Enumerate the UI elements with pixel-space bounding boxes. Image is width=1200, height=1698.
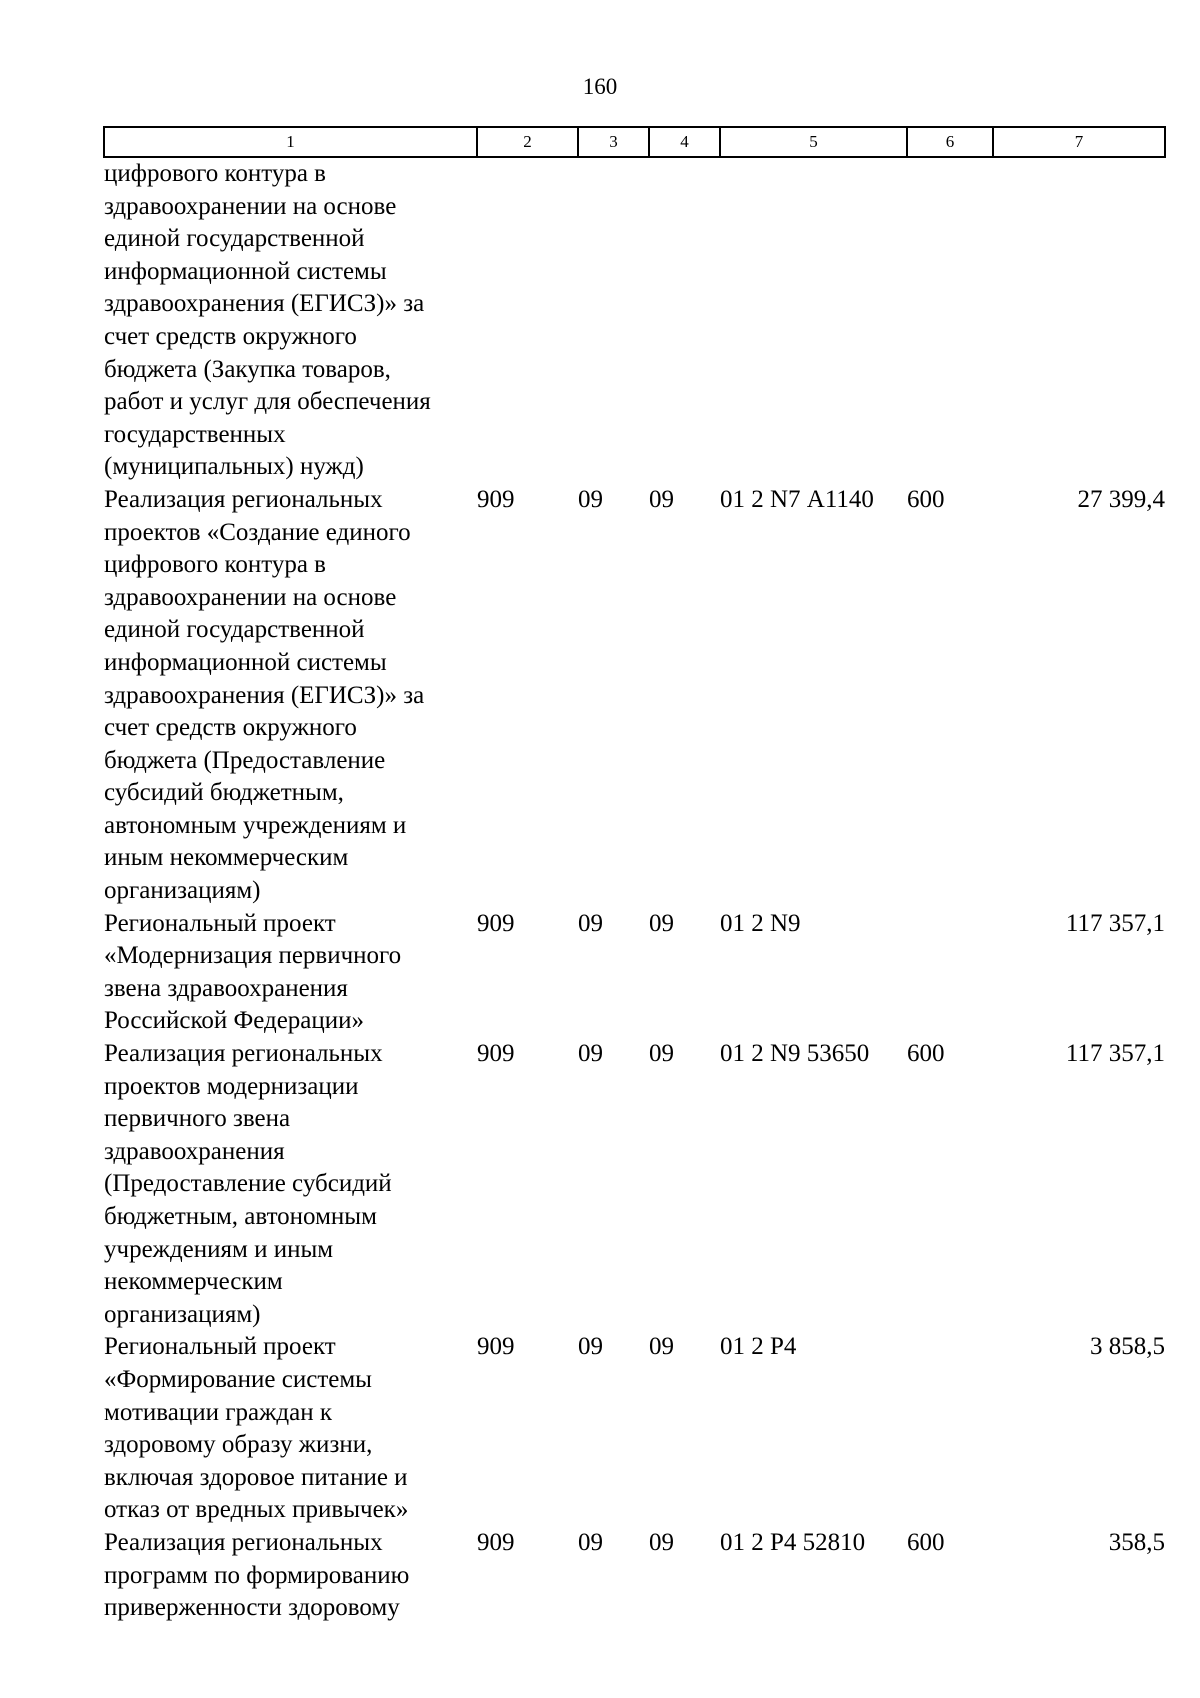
item-name: Реализация региональных проектов «Создание единого цифрового контура в здравоохранении на основе единой государственной информационной системы здравоохранения (ЕГИСЗ)» за счет средств окружного бюджета (Предоставление субсидий бюджетным, автономным учреждениям и иным некоммерческим организациям)	[104, 485, 425, 905]
target-article-code: 01 2 Р4	[720, 1333, 797, 1361]
section-code: 09	[578, 1040, 603, 1068]
expense-type-code: 600	[907, 1040, 945, 1068]
expense-type-code	[907, 1331, 993, 1527]
ministry-code: 909	[477, 1528, 515, 1556]
target-article-code: 01 2 N9	[720, 909, 801, 937]
item-name: цифрового контура в здравоохранении на основе единой государственной информационной системы здравоохранения (ЕГИСЗ)» за счет средств окружного бюджета (Закупка товаров, работ и услуг для обеспечения государственных (муниципальных) нужд)	[104, 160, 431, 481]
section-code: 09	[578, 1333, 603, 1361]
amount: 358,5	[1108, 1528, 1165, 1556]
section-code	[578, 157, 649, 484]
expense-type-code	[907, 908, 993, 1038]
subsection-code: 09	[649, 909, 674, 937]
amount: 3 858,5	[1090, 1333, 1165, 1361]
target-article-code: 01 2 Р4 52810	[720, 1528, 866, 1556]
table-row	[104, 908, 1165, 1038]
column-header-4: 4	[649, 127, 720, 157]
table-row	[104, 1527, 1165, 1625]
column-header-6: 6	[907, 127, 993, 157]
page-number: 160	[582, 74, 618, 99]
amount: 117 357,1	[1065, 1040, 1165, 1068]
amount	[993, 157, 1165, 484]
column-header-1: 1	[104, 127, 477, 157]
expense-type-code	[907, 157, 993, 484]
column-header-3: 3	[578, 127, 649, 157]
item-name: Региональный проект «Формирование системы мотивации граждан к здоровому образу жизни, включая здоровое питание и отказ от вредных привычек»	[104, 1333, 409, 1524]
subsection-code: 09	[649, 1040, 674, 1068]
ministry-code: 909	[477, 909, 515, 937]
target-article-code	[720, 157, 907, 484]
column-number-header-row	[104, 127, 1165, 157]
amount: 27 399,4	[1077, 485, 1165, 513]
column-header-2: 2	[477, 127, 578, 157]
target-article-code: 01 2 N9 53650	[720, 1040, 870, 1068]
subsection-code: 09	[649, 1333, 674, 1361]
table-row	[104, 484, 1165, 908]
expense-type-code: 600	[907, 485, 945, 513]
subsection-code: 09	[649, 485, 674, 513]
ministry-code	[477, 157, 578, 484]
item-name: Региональный проект «Модернизация первичного звена здравоохранения Российской Федерации»	[104, 909, 402, 1035]
column-header-5: 5	[720, 127, 907, 157]
amount: 117 357,1	[1065, 909, 1165, 937]
ministry-code: 909	[477, 485, 515, 513]
item-name: Реализация региональных проектов модернизации первичного звена здравоохранения (Предоставление субсидий бюджетным, автономным учреждениям и иным некоммерческим организациям)	[104, 1040, 392, 1328]
table-row	[104, 157, 1165, 484]
ministry-code: 909	[477, 1040, 515, 1068]
table-row	[104, 1038, 1165, 1331]
column-header-7: 7	[993, 127, 1165, 157]
subsection-code: 09	[649, 1528, 674, 1556]
table-row	[104, 1331, 1165, 1527]
expense-type-code: 600	[907, 1528, 945, 1556]
ministry-code: 909	[477, 1333, 515, 1361]
budget-table	[103, 126, 1166, 1625]
section-code: 09	[578, 909, 603, 937]
section-code: 09	[578, 485, 603, 513]
subsection-code	[649, 157, 720, 484]
target-article-code: 01 2 N7 А1140	[720, 485, 874, 513]
section-code: 09	[578, 1528, 603, 1556]
item-name: Реализация региональных программ по формированию приверженности здоровому	[104, 1528, 410, 1622]
